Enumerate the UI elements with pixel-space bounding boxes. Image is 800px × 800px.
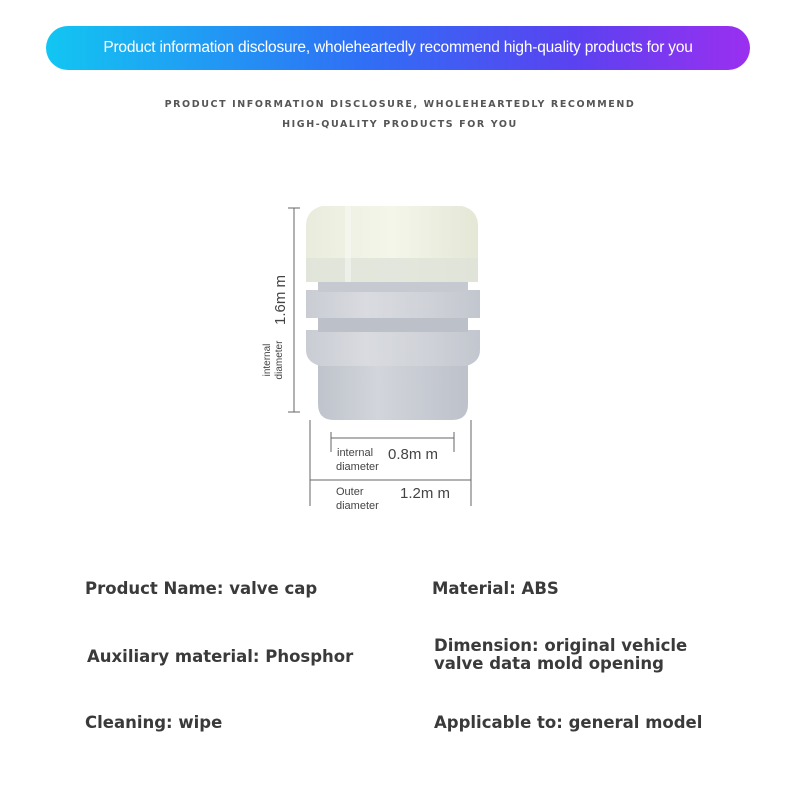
spec-cleaning: Cleaning: wipe <box>85 713 223 732</box>
subtitle-line-2: HIGH-QUALITY PRODUCTS FOR YOU <box>282 119 518 130</box>
height-label-2: diameter <box>274 340 285 380</box>
spec-dimension: Dimension: original vehicle valve data mold opening <box>434 636 688 673</box>
inner-dimension <box>331 432 454 473</box>
height-dimension <box>262 208 300 412</box>
spec-auxiliary-material: Auxiliary material: Phosphor <box>87 647 354 666</box>
height-label-1: internal <box>262 343 273 377</box>
valve-cap-image <box>306 206 480 420</box>
spec-applicable: Applicable to: general model <box>434 713 703 732</box>
outer-value: 1.2m m <box>400 485 451 502</box>
spec-product-name: Product Name: valve cap <box>85 579 318 598</box>
banner-text: Product information disclosure, wholeheartedly recommend high-quality products for you <box>103 39 693 56</box>
subtitle-line-1: PRODUCT INFORMATION DISCLOSURE, WHOLEHEARTEDLY RECOMMEND <box>164 99 636 110</box>
outer-label-2: diameter <box>336 500 379 512</box>
inner-label-2: diameter <box>336 461 379 473</box>
outer-dimension <box>310 420 471 512</box>
spec-material: Material: ABS <box>432 579 559 598</box>
outer-label-1: Outer <box>336 486 364 498</box>
height-value: 1.6m m <box>272 274 289 326</box>
inner-value: 0.8m m <box>388 446 439 463</box>
inner-label-1: internal <box>337 447 374 459</box>
